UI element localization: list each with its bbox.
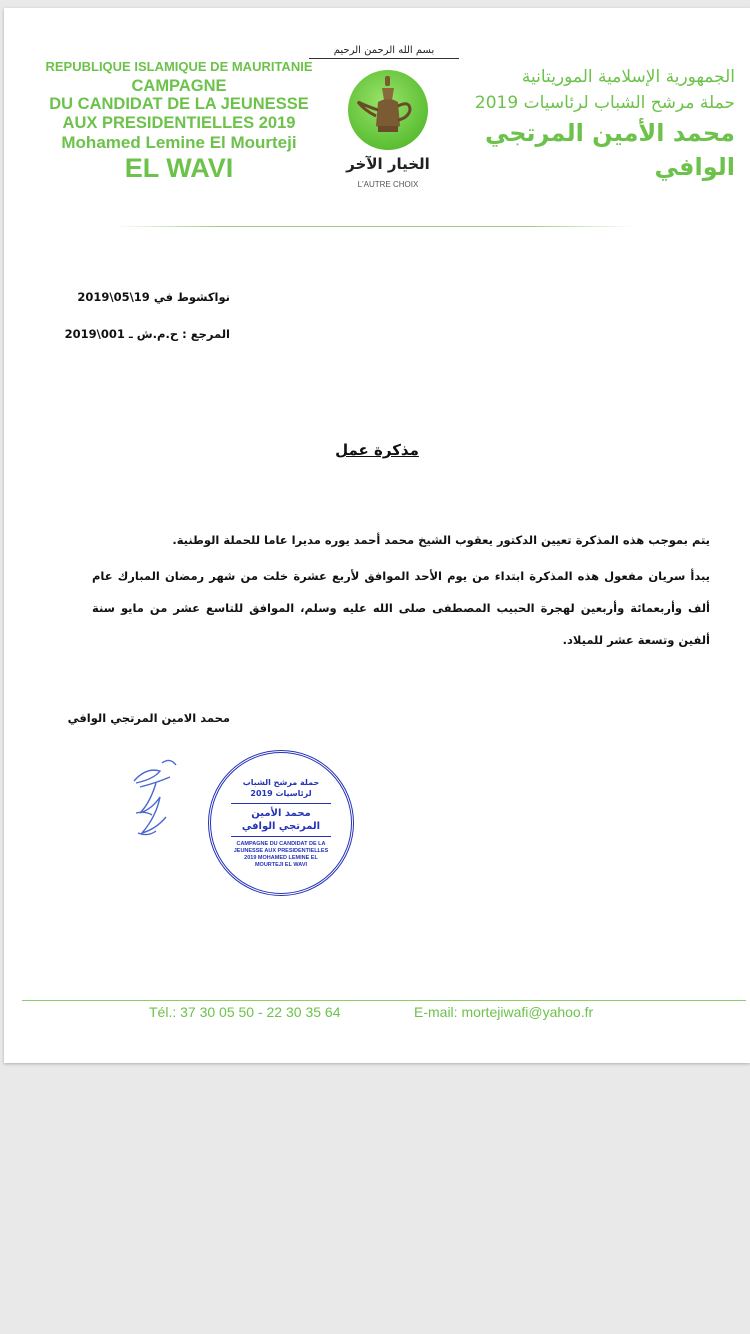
letter-reference: المرجع : ح.م.ش ـ 001\2019 <box>64 327 230 341</box>
paragraph: يبدأ سريان مفعول هذه المذكرة ابتداء من يوم الأحد الموافق لأربع عشرة خلت من شهر رمضان المبارك عام ألف وأربعمائة وأربعين لهجرة الحبيب المصطفى صلى الله عليه وسلم، الموافق للتاسع عشر من مايو سنة ألفين وتسعة عشر للميلاد. <box>92 569 710 647</box>
letter-title: مذكرة عمل <box>335 441 419 459</box>
header-ar-line1: الجمهورية الإسلامية الموريتانية <box>521 67 735 87</box>
footer-email: E-mail: mortejiwafi@yahoo.fr <box>414 1004 594 1020</box>
header-ar-line2: حملة مرشح الشباب لرئاسيات 2019 <box>474 93 735 113</box>
basmala: بسم الله الرحمن الرحيم <box>309 44 459 59</box>
logo-arabic-text: الخيار الآخر <box>346 155 430 173</box>
logo-french-text: L'AUTRE CHOIX <box>357 180 419 189</box>
header-fr-line4: AUX PRESIDENTIELLES 2019 <box>62 113 296 132</box>
header-french <box>34 60 324 184</box>
stamp-bottom-text: CAMPAGNE DU CANDIDAT DE LA JEUNESSE AUX PRESIDENTIELLES 2019 MOHAMED LEMINE EL MOURTEJI EL WAVI <box>233 841 329 868</box>
header-fr-line5: Mohamed Lemine El Mourteji <box>61 132 297 152</box>
signatory-name: محمد الامين المرتجي الوافي <box>67 711 230 725</box>
header-ar-line3: محمد الأمين المرتجي الوافي <box>484 119 735 181</box>
stamp-center-text: محمد الأمين المرتجي الوافي <box>231 803 331 837</box>
letter-date: نواكشوط في 19\05\2019 <box>77 290 230 304</box>
official-stamp <box>208 750 354 896</box>
footer-divider <box>22 1000 746 1001</box>
header-divider <box>114 226 634 227</box>
stamp-top-text: حملة مرشح الشباب لرئاسيات 2019 <box>242 778 320 798</box>
letter-body <box>92 524 710 660</box>
handwritten-signature <box>126 753 206 843</box>
header-fr-line3: DU CANDIDAT DE LA JEUNESSE <box>49 95 309 114</box>
paragraph: يتم بموجب هذه المذكرة تعيين الدكتور يعقوب الشيخ محمد أحمد يوره مديرا عاما للحملة الوطنية. <box>172 533 710 547</box>
teapot-icon <box>348 70 428 150</box>
document-page <box>4 8 750 1063</box>
header-fr-line1: REPUBLIQUE ISLAMIQUE DE MAURITANIE <box>45 59 313 74</box>
header-arabic <box>450 64 735 184</box>
footer-phone: Tél.: 37 30 05 50 - 22 30 35 64 <box>149 1004 341 1020</box>
header-fr-line2: CAMPAGNE <box>131 77 227 96</box>
header-fr-line6: EL WAVI <box>124 153 234 184</box>
campaign-logo <box>348 70 428 150</box>
